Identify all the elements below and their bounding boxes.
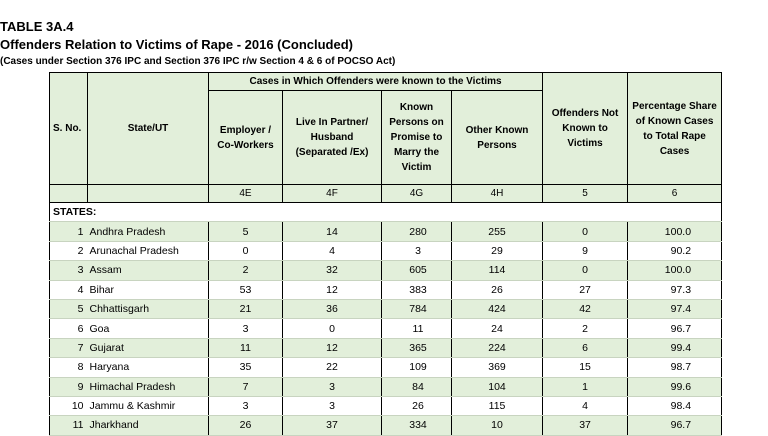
row-employer: 7 [209,377,283,396]
row-state: Chhattisgarh [88,299,209,318]
table-row [50,280,722,299]
row-state: Haryana [88,358,209,377]
row-known-promise: 3 [382,241,452,260]
row-known-promise: 383 [382,280,452,299]
section-label: STATES: [50,203,722,222]
header-code-blank [88,185,209,203]
row-sno: 10 [50,396,88,415]
header-code-blank [50,185,88,203]
header-livein: Live In Partner/ Husband (Separated /Ex) [283,91,382,185]
row-known-promise: 365 [382,338,452,357]
header-state: State/UT [88,73,209,185]
row-employer: 53 [209,280,283,299]
row-employer: 5 [209,222,283,241]
row-state: Jammu & Kashmir [88,396,209,415]
row-sno: 8 [50,358,88,377]
table-subtitle: (Cases under Section 376 IPC and Section 376 IPC r/w Section 4 & 6 of POCSO Act) [0,56,396,67]
row-employer: 2 [209,261,283,280]
table-row [50,319,722,338]
row-not-known: 0 [543,222,628,241]
row-sno: 1 [50,222,88,241]
row-employer: 11 [209,338,283,357]
row-not-known: 27 [543,280,628,299]
row-not-known: 0 [543,261,628,280]
row-not-known: 2 [543,319,628,338]
row-known-promise: 334 [382,416,452,435]
row-known-promise: 26 [382,396,452,415]
row-employer: 26 [209,416,283,435]
row-other-known: 104 [452,377,543,396]
row-percentage: 100.0 [628,261,722,280]
row-not-known: 37 [543,416,628,435]
row-known-promise: 605 [382,261,452,280]
row-percentage: 96.7 [628,319,722,338]
row-known-promise: 784 [382,299,452,318]
row-known-promise: 280 [382,222,452,241]
row-percentage: 96.7 [628,416,722,435]
row-other-known: 424 [452,299,543,318]
header-other-known: Other Known Persons [452,91,543,185]
table-title: Offenders Relation to Victims of Rape - 2016 (Concluded) [0,37,353,52]
row-livein: 36 [283,299,382,318]
row-percentage: 100.0 [628,222,722,241]
row-employer: 0 [209,241,283,260]
row-other-known: 369 [452,358,543,377]
row-state: Jharkhand [88,416,209,435]
row-livein: 0 [283,319,382,338]
row-known-promise: 11 [382,319,452,338]
row-not-known: 6 [543,338,628,357]
header-employer: Employer / Co-Workers [209,91,283,185]
row-percentage: 97.4 [628,299,722,318]
row-livein: 32 [283,261,382,280]
header-sno: S. No. [50,73,88,185]
table-row [50,396,722,415]
row-percentage: 99.6 [628,377,722,396]
row-sno: 4 [50,280,88,299]
row-state: Gujarat [88,338,209,357]
header-known-group: Cases in Which Offenders were known to the Victims [209,73,543,91]
row-other-known: 115 [452,396,543,415]
row-sno: 5 [50,299,88,318]
header-code: 6 [628,185,722,203]
header-code: 4G [382,185,452,203]
row-employer: 21 [209,299,283,318]
header-code: 4H [452,185,543,203]
row-percentage: 97.3 [628,280,722,299]
row-other-known: 114 [452,261,543,280]
row-other-known: 224 [452,338,543,357]
table-row [50,416,722,435]
row-other-known: 26 [452,280,543,299]
table-row [50,261,722,280]
row-sno: 2 [50,241,88,260]
header-code: 4E [209,185,283,203]
row-percentage: 98.4 [628,396,722,415]
offenders-table [49,72,722,436]
row-sno: 11 [50,416,88,435]
row-livein: 14 [283,222,382,241]
row-sno: 7 [50,338,88,357]
row-state: Goa [88,319,209,338]
row-not-known: 4 [543,396,628,415]
table-row [50,358,722,377]
header-not-known: Offenders Not Known to Victims [543,73,628,185]
table-number: TABLE 3A.4 [0,19,74,34]
row-state: Bihar [88,280,209,299]
row-state: Assam [88,261,209,280]
row-other-known: 24 [452,319,543,338]
table-row [50,377,722,396]
header-percentage: Percentage Share of Known Cases to Total Rape Cases [628,73,722,185]
header-code: 4F [283,185,382,203]
row-not-known: 9 [543,241,628,260]
row-state: Andhra Pradesh [88,222,209,241]
row-percentage: 99.4 [628,338,722,357]
row-percentage: 90.2 [628,241,722,260]
row-other-known: 10 [452,416,543,435]
row-employer: 35 [209,358,283,377]
row-livein: 12 [283,280,382,299]
row-known-promise: 109 [382,358,452,377]
row-other-known: 29 [452,241,543,260]
row-sno: 6 [50,319,88,338]
row-livein: 37 [283,416,382,435]
row-state: Himachal Pradesh [88,377,209,396]
row-sno: 3 [50,261,88,280]
row-other-known: 255 [452,222,543,241]
header-known-promise: Known Persons on Promise to Marry the Victim [382,91,452,185]
row-state: Arunachal Pradesh [88,241,209,260]
row-known-promise: 84 [382,377,452,396]
row-not-known: 42 [543,299,628,318]
row-livein: 12 [283,338,382,357]
row-livein: 4 [283,241,382,260]
table-row [50,299,722,318]
row-employer: 3 [209,319,283,338]
row-livein: 22 [283,358,382,377]
table-row [50,241,722,260]
row-not-known: 1 [543,377,628,396]
table-row [50,222,722,241]
row-livein: 3 [283,377,382,396]
header-code: 5 [543,185,628,203]
row-percentage: 98.7 [628,358,722,377]
table-row [50,338,722,357]
row-not-known: 15 [543,358,628,377]
section-row [50,203,722,222]
row-employer: 3 [209,396,283,415]
row-sno: 9 [50,377,88,396]
row-livein: 3 [283,396,382,415]
